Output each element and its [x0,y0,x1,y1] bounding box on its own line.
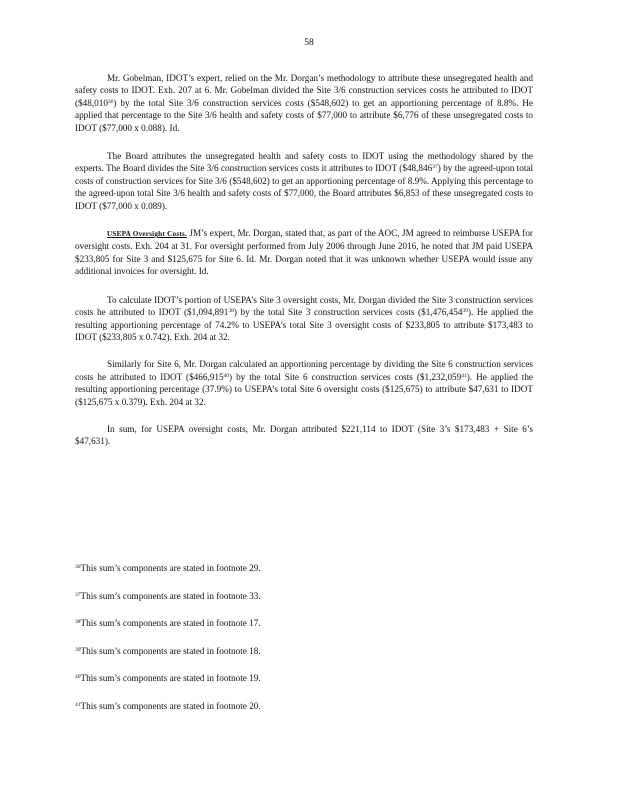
footnote-text: This sum’s components are stated in footnote 19. [80,673,261,683]
footnote-number: 39 [75,646,81,653]
paragraph-text: In sum, for USEPA oversight costs, Mr. Dorgan attributed $221,114 to IDOT (Site 3’s $173,483 + Site 6’s $47,631). [75,423,533,447]
paragraph-gobelman-health-safety [75,72,533,134]
page-number: 58 [304,38,314,48]
footnote-41 [75,701,375,729]
footnote-ref: 39 [462,308,468,315]
body-text [75,72,533,462]
footnote-number: 38 [75,619,81,625]
footnotes [75,563,375,728]
paragraph-text: To calculate IDOT’s portion of USEPA’s Site 3 oversight costs, Mr. Dorgan divided the Site 3 construction services costs he attributed to IDOT ($1,094,891 [75,294,533,318]
paragraph-text: ). He applied the resulting apportioning percentage (37.9%) to USEPA’s total Site 6 oversight costs ($125,675) to attribute $47,631 to IDOT ($125,675 x 0.379). Exh. 204 at 32. [75,371,533,407]
footnote-37 [75,591,375,619]
paragraph-site3-oversight [75,294,533,344]
footnote-text: This sum’s components are stated in footnote 18. [80,645,261,656]
footnote-ref: 36 [107,98,114,105]
footnote-ref: 37 [432,164,438,171]
footnote-text: This sum’s components are stated in footnote 33. [80,590,261,601]
paragraph-text: Mr. Gobelman, IDOT’s expert, relied on the Mr. Dorgan’s methodology to attribute these unsegregated health and safety costs to IDOT. Exh. 207 at 6. Mr. Gobelman divided the Site 3/6 construction services costs he attributed to IDOT ($48,010 [75,73,533,108]
footnote-number: 41 [75,701,81,708]
paragraph-text: ). He applied the resulting apportioning percentage of 74.2% to USEPA’s total Site 3 oversight costs of $233,805 to attribute $173,483 to IDOT ($233,805 x 0.742). Exh. 204 at 32. [75,307,533,342]
footnote-ref: 40 [223,372,230,379]
section-heading: USEPA Oversight Costs. [107,230,187,239]
paragraph-text: ) by the total Site 3/6 construction services costs ($548,602) to get an apportioning percentage of 8.8%. He applied that percentage to the Site 3/6 health and safety costs of $77,000 to attribute $6,776 of these unsegregated costs to IDOT ($77,000 x 0.088). Id. [75,97,533,133]
footnote-39 [75,646,375,674]
paragraph-text: ) by the total Site 3 construction services costs ($1,476,454 [233,307,463,318]
footnote-number: 36 [75,564,81,570]
paragraph-text: ) by the total Site 6 construction services costs ($1,232,059 [229,371,462,382]
paragraph-oversight-sum [75,423,533,448]
footnote-38 [75,618,375,646]
paragraph-usepa-oversight [75,227,533,278]
paragraph-text: Similarly for Site 6, Mr. Dorgan calculated an apportioning percentage by dividing the Site 6 construction services costs he attributed to IDOT ($466,915 [75,359,533,382]
paragraph-board-health-safety [75,150,533,212]
footnote-number: 37 [75,591,81,598]
paragraph-site6-oversight [75,358,533,408]
footnote-number: 40 [75,674,81,680]
footnote-text: This sum’s components are stated in footnote 29. [80,563,261,573]
footnote-text: This sum’s components are stated in footnote 20. [80,700,261,711]
footnote-ref: 41 [461,372,467,379]
paragraph-text: JM’s expert, Mr. Dorgan, stated that, as part of the AOC, JM agreed to reimburse USEPA for oversight costs. Exh. 204 at 31. For oversight performed from July 2006 through June 2016, he noted that JM paid USEPA $233,805 for Site 3 and $125,675 for Site 6. Id. Mr. Dorgan noted that it was unknown whether USEPA would issue any additional invoices for oversight. Id. [75,228,533,277]
footnote-text: This sum’s components are stated in footnote 17. [80,618,261,628]
paragraph-text: The Board attributes the unsegregated health and safety costs to IDOT using the methodology shared by the experts. The Board divides the Site 3/6 construction services costs it attributes to IDOT ($48,846 [75,151,533,174]
footnote-40 [75,673,375,701]
paragraph-text: ) by the agreed-upon total costs of construction services for Site 3/6 ($548,602) to get an apportioning percentage of 8.9%. Applying this percentage to the agreed-upon total Site 3/6 health and safety costs of $77,000, the Board attributes $6,853 of these unsegregated costs to IDOT ($77,000 x 0.089). [75,163,534,211]
footnote-36 [75,563,375,591]
footnote-ref: 38 [228,308,234,315]
